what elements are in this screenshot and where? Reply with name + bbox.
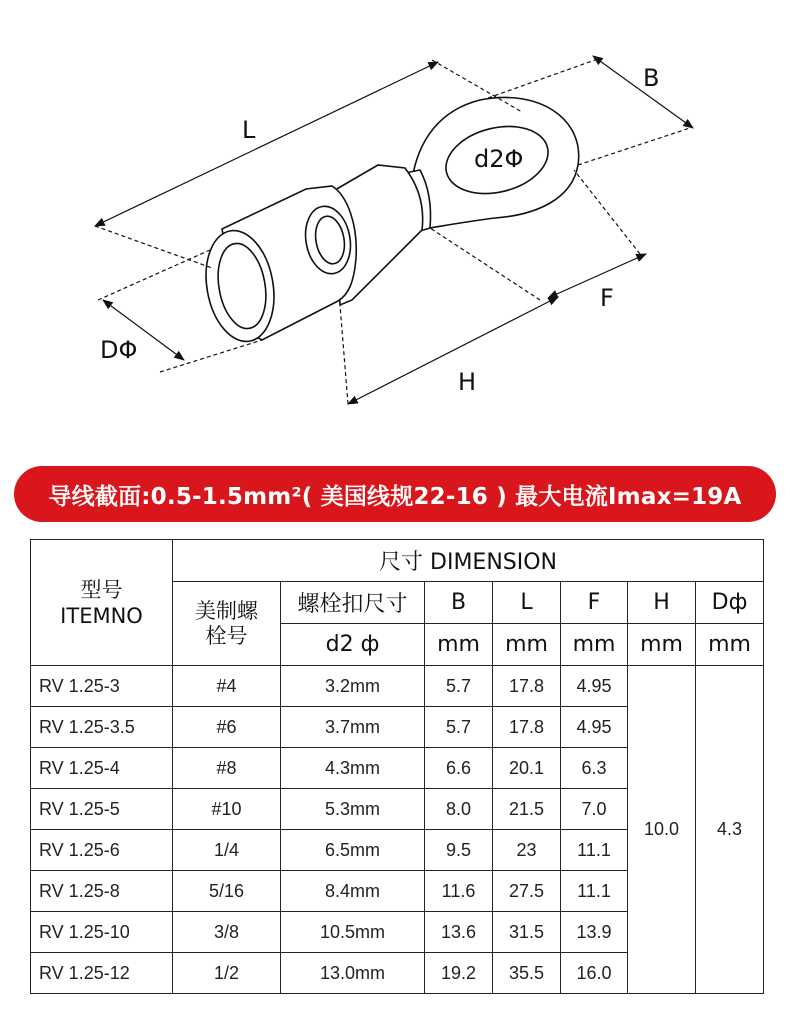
cell-B: 9.5 (425, 830, 493, 871)
cell-d2: 3.2mm (281, 666, 425, 707)
unit-L: mm (493, 624, 561, 666)
table-header-row-1 (31, 540, 764, 582)
cell-B: 5.7 (425, 707, 493, 748)
cell-d2: 13.0mm (281, 953, 425, 994)
cell-stud: 5/16 (173, 871, 281, 912)
unit-H: mm (628, 624, 696, 666)
header-F: F (561, 582, 628, 624)
cell-d2: 5.3mm (281, 789, 425, 830)
cell-stud: 3/8 (173, 912, 281, 953)
cell-F: 11.1 (561, 871, 628, 912)
cell-F: 16.0 (561, 953, 628, 994)
cell-L: 23 (493, 830, 561, 871)
cell-B: 11.6 (425, 871, 493, 912)
cell-L: 17.8 (493, 707, 561, 748)
label-H: H (458, 368, 477, 396)
cell-F: 4.95 (561, 707, 628, 748)
cell-B: 5.7 (425, 666, 493, 707)
cell-model: RV 1.25-10 (31, 912, 173, 953)
cell-B: 19.2 (425, 953, 493, 994)
cell-F: 13.9 (561, 912, 628, 953)
dim-F (548, 254, 646, 298)
header-item-cn: 型号 (80, 577, 123, 602)
unit-F: mm (561, 624, 628, 666)
header-B: B (425, 582, 493, 624)
cell-model: RV 1.25-4 (31, 748, 173, 789)
cell-d2: 4.3mm (281, 748, 425, 789)
cell-model: RV 1.25-3.5 (31, 707, 173, 748)
cell-model: RV 1.25-8 (31, 871, 173, 912)
cell-stud: #10 (173, 789, 281, 830)
header-item-en: ITEMNO (60, 603, 143, 628)
label-d2: d2Φ (474, 145, 524, 173)
spec-banner-text: 导线截面:0.5-1.5mm²( 美国线规22-16 ) 最大电流Imax=19A (48, 483, 742, 510)
cell-L: 17.8 (493, 666, 561, 707)
spec-banner (14, 466, 776, 522)
header-H: H (628, 582, 696, 624)
header-us-stud: 美制螺 栓号 (173, 582, 281, 666)
cell-H-merged: 10.0 (628, 666, 696, 994)
cell-F: 7.0 (561, 789, 628, 830)
cell-d2: 3.7mm (281, 707, 425, 748)
unit-D: mm (696, 624, 764, 666)
header-item (31, 540, 173, 666)
cell-L: 20.1 (493, 748, 561, 789)
cell-F: 4.95 (561, 666, 628, 707)
cell-B: 8.0 (425, 789, 493, 830)
cell-model: RV 1.25-3 (31, 666, 173, 707)
table-row (31, 666, 764, 707)
cell-d2: 6.5mm (281, 830, 425, 871)
cell-model: RV 1.25-12 (31, 953, 173, 994)
unit-B: mm (425, 624, 493, 666)
cell-stud: #6 (173, 707, 281, 748)
header-L: L (493, 582, 561, 624)
label-B: B (643, 64, 660, 92)
cell-B: 6.6 (425, 748, 493, 789)
cell-L: 27.5 (493, 871, 561, 912)
cell-L: 31.5 (493, 912, 561, 953)
label-L: L (242, 116, 256, 144)
header-D: Dф (696, 582, 764, 624)
cell-stud: 1/4 (173, 830, 281, 871)
header-d2: d2 ф (281, 624, 425, 666)
cell-d2: 8.4mm (281, 871, 425, 912)
dim-H (348, 297, 558, 404)
label-F: F (600, 284, 614, 312)
cell-stud: #4 (173, 666, 281, 707)
cell-L: 21.5 (493, 789, 561, 830)
cell-d2: 10.5mm (281, 912, 425, 953)
cell-model: RV 1.25-6 (31, 830, 173, 871)
cell-stud: 1/2 (173, 953, 281, 994)
header-stud-size: 螺栓扣尺寸 (281, 582, 425, 624)
cell-D-merged: 4.3 (696, 666, 764, 994)
label-D: DΦ (100, 336, 138, 364)
dimension-table (30, 539, 764, 994)
cell-L: 35.5 (493, 953, 561, 994)
cell-F: 6.3 (561, 748, 628, 789)
cell-F: 11.1 (561, 830, 628, 871)
ring-terminal-diagram (0, 0, 790, 440)
cell-model: RV 1.25-5 (31, 789, 173, 830)
header-dimension: 尺寸 DIMENSION (173, 540, 764, 582)
cell-B: 13.6 (425, 912, 493, 953)
cell-stud: #8 (173, 748, 281, 789)
